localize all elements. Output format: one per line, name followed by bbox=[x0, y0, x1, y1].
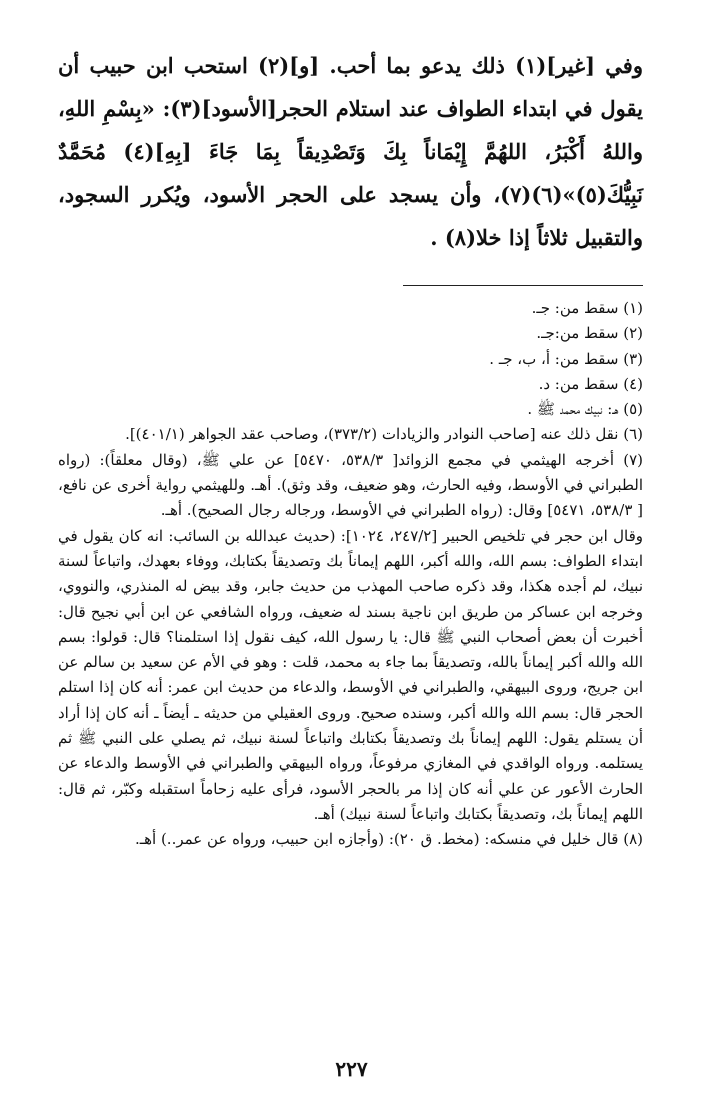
footnote-4: (٤) سقط من: د. bbox=[538, 374, 643, 393]
page-number: ٢٢٧ bbox=[335, 1057, 368, 1081]
footnote-1: (١) سقط من: جـ. bbox=[531, 299, 643, 317]
footnotes-list bbox=[58, 296, 643, 853]
footnote-3: (٣) سقط من: أ، ب، جـ . bbox=[489, 349, 643, 368]
footnote-8: (٨) قال خليل في منسكه: (مخط. ق ٢٠): (وأجازه ابن حبيب، ورواه عن عمر..) أهـ. bbox=[134, 830, 643, 849]
main-paragraph: وفي [غير](١) ذلك يدعو بما أحب. [و](٢) استحب ابن حبيب أن يقول في ابتداء الطواف عند استلام الحجر[الأسود](٣): «بِسْمِ اللهِ، واللهُ أَكْبَرُ، اللهُمَّ إِيْمَاناً بِكَ وَتَصْدِيقاً بِمَا جَاءَ [بِهِ](٤) مُحَمَّدٌ نَبِيُّكَ(٥)»(٦)(٧)، وأن يسجد على الحجر الأسود، ويُكرر السجود، والتقبيل ثلاثاً إذا خلا(٨) . bbox=[58, 53, 643, 250]
footnote-2: (٢) سقط من:جـ. bbox=[536, 324, 643, 343]
footnote-separator bbox=[403, 285, 643, 286]
footnote-6: (٦) نقل ذلك عنه [صاحب النوادر والزيادات (٣٧٣/٢)، وصاحب عقد الجواهر (٤٠١/١)]. bbox=[125, 425, 643, 444]
footnote-5: (٥) هـ: نبيك محمد ﷺ . bbox=[527, 400, 643, 419]
footnote-7-continued: وقال ابن حجر في تلخيص الحبير [٢٤٧/٢، ١٠٢٤]: (حديث عبدالله بن السائب: انه كان يقول في ابتداء الطواف: بسم الله، والله أكبر، اللهم إيماناً بك وتصديقاً بكتابك، ووفاء بعهدك، واتباعاً لسنة نبيك، لم أجده هكذا، وقد ذكره صاحب المهذب من حديث جابر، وقد بيض له المنذري، والنووي، وخرجه ابن عساكر من طريق ابن ناجية بسند له ضعيف، ورواه الشافعي عن ابن أبي نجيح قال: أخبرت أن بعض أصحاب النبي ﷺ قال: يا رسول الله، كيف نقول إذا استلمنا؟ قال: قولوا: بسم الله والله أكبر إيماناً بالله، وتصديقاً بما جاء به محمد، قلت : وهو في الأم عن سعيد بن سالم عن ابن جريج، وروى البيهقي، والطبراني في الأوسط، والدعاء من حديث ابن عمر: أنه كان إذا استلم الحجر قال: بسم الله والله أكبر، وسنده صحيح. وروى العقيلي من حديثه ـ أيضاً ـ أنه كان إذا أراد أن يستلم يقول: اللهم إيماناً بك وتصديقاً بكتابك واتباعاً لسنة نبيك، ثم يصلي على النبي ﷺ ثم يستلمه. ورواه الواقدي في المغازي مرفوعاً، ورواه البيهقي والطبراني في الأوسط والدعاء عن الحارث الأعور عن علي أنه كان إذا مر بالحجر الأسود، فرأى عليه زحاماً استقبله وكبّر، ثم قال: اللهم إيماناً بك، وتصديقاً بكتابك واتباعاً لسنة نبيك) أهـ. bbox=[58, 526, 644, 823]
footnote-7: (٧) أخرجه الهيثمي في مجمع الزوائد[ ٥٣٨/٣، ٥٤٧٠] عن علي ﷺ، (وقال معلقاً): (رواه الطبراني في الأوسط، وفيه الحارث، وهو ضعيف، وقد وثق). أهـ. وللهيثمي رواية أخرى عن نافع، [ ٥٣٨/٣، ٥٤٧١] وقال: (رواه الطبراني في الأوسط، ورجاله رجال الصحيح). أهـ. bbox=[58, 450, 643, 520]
